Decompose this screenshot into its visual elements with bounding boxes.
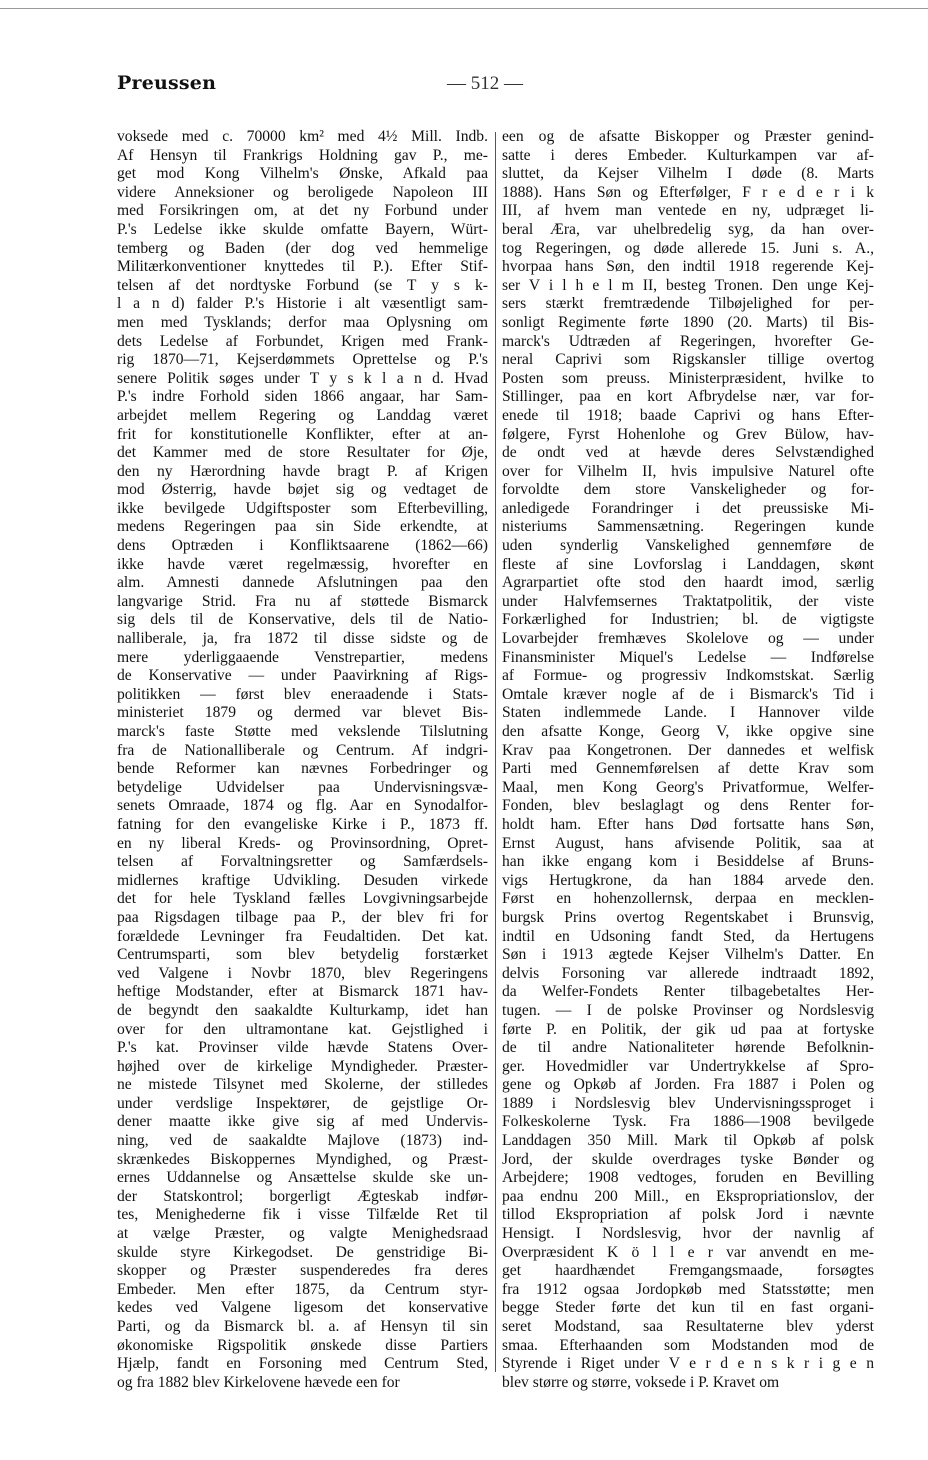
text-line: midlernes kraftige Udvikling. Desuden virkede [117,871,488,889]
text-line: den ny Hærordning havde bragt P. af Krigen [117,462,488,480]
text-line: paa Rigsdagen tilbage paa P., der blev fri for [117,908,488,926]
text-line: tillod Ekspropriation af polsk Jord i nævnte [502,1206,874,1224]
text-line: langvarige Strid. Fra nu af støttede Bismarck [117,592,488,610]
text-line: Militærkonventioner knyttedes til P.). Efter Stif- [117,258,488,276]
text-line: een og de afsatte Biskopper og Præster genind- [502,128,874,145]
text-line: 1889 i Nordslesvig blev Undervisningssproget i [502,1094,874,1112]
text-line: satte i deres Embeder. Kulturkampen var af- [502,146,874,164]
text-line: heftige Modstander, efter at Bismarck 1871 hav- [117,983,488,1001]
text-line: ved Valgene i Novbr 1870, blev Regeringens [117,964,488,982]
text-line: skrænkedes Biskoppernes Myndighed, og Præst- [117,1150,488,1168]
text-line: mod Østerrig, havde bøjet sig og vedtaget de [117,481,488,499]
text-line: Krav paa Kongetronen. Der dannedes et welfisk [502,741,874,759]
text-line: Posten som preuss. Ministerpræsident, hvilke to [502,369,874,387]
text-line: Stillinger, paa en kort Afbrydelse nær, var for- [502,388,874,406]
text-line: fleste af sine Lovforslag i Landdagen, skønt [502,555,874,573]
text-line: de Konservative — under Paavirkning af Rigs- [117,667,488,685]
text-line: Hjælp, fandt en Forsoning med Centrum Sted, [117,1355,488,1373]
text-line: arbejdet mellem Regering og Landdag været [117,406,488,424]
text-line: forvoldte dem store Vanskeligheder og for- [502,481,874,499]
text-line: Ernst August, hans afvisende Politik, saa at [502,834,874,852]
text-line: det Kammer med de store Resultater for Øje, [117,444,488,462]
text-line: ger. Hovedmidler var Undertrykkelse af Spro- [502,1057,874,1075]
text-line: indtil en Udsoning fandt Sted, da Hertugens [502,927,874,945]
text-line: nisteriums Sammensætning. Regeringen kunde [502,518,874,536]
text-line: telsen af Forvaltningsretter og Samfærdsels- [117,853,488,871]
page-number: — 512 — [447,73,523,94]
text-line: under Halvfemsernes Traktatpolitik, der viste [502,592,874,610]
text-line: Embeder. Men efter 1875, da Centrum styr- [117,1280,488,1298]
text-line: Parti med Gennemførelsen af dette Krav som [502,760,874,778]
text-line: Agrarpartiet ofte stod den haardt imod, særlig [502,574,874,592]
text-line: Fonden, blev beslaglagt og dens Renter for- [502,797,874,815]
text-line: forældede Levninger fra Feudaltiden. Det kat. [117,927,488,945]
text-line: get mod Kong Vilhelm's Ønske, Afkald paa [117,165,488,183]
text-line: frit for konstitutionelle Konflikter, efter at an- [117,425,488,443]
text-line: følgere, Fyrst Hohenlohe og Grev Bülow, hav- [502,425,874,443]
text-line: dener maatte ikke give sig af med Undervis- [117,1113,488,1131]
text-line: delvis Forsoning var allerede indtraadt 1892, [502,964,874,982]
text-line: af Formue- og progressiv Indkomstskat. Særlig [502,667,874,685]
text-line: ser V i l h e l m II, besteg Tronen. Den unge Kej- [502,276,874,294]
text-line: de begyndt den saakaldte Kulturkamp, idet han [117,1001,488,1019]
text-line: bende Reformer kan nævnes Forbedringer og [117,760,488,778]
text-line: Centrumsparti, som blev betydelig forstærket [117,946,488,964]
text-line: under verdslige Inspektører, de gejstlige Or- [117,1094,488,1112]
text-line: uden synderlig Vanskelighed gennemføre de [502,537,874,555]
text-line: senets Omraade, 1874 og flg. Aar en Synodalfor- [117,797,488,815]
page-header [0,72,928,102]
text-line: ikke bevilgede Udgiftsposter som Efterbevilling, [117,499,488,517]
text-line: enede til 1918; baade Caprivi og hans Efter- [502,406,874,424]
text-line: paa endnu 200 Mill., en Ekspropriationslov, der [502,1187,874,1205]
text-line: gene og Opkøb af Jorden. Fra 1887 i Polen og [502,1076,874,1094]
text-line: Parti, og da Bismarck bl. a. af Hensyn til sin [117,1318,488,1335]
text-line: l a n d) falder P.'s Historie i alt væsentligt sam- [117,295,488,313]
text-line: betydelige Udvidelser paa Undervisningsvæ- [117,778,488,796]
text-line: Arbejdere; 1908 vedtoges, foruden en Bevilling [502,1169,874,1187]
text-line: skulde styre Kirkegodset. De genstridige Bi- [117,1243,488,1261]
text-line: skopper og Præster suspenderedes fra deres [117,1262,488,1280]
text-line: der Statskontrol; borgerligt Ægteskab indfør- [117,1187,488,1205]
text-line: Lovarbejder fremhæves Skolelove og — under [502,630,874,648]
text-line: P.'s kat. Provinser vilde hævde Statens Over- [117,1039,488,1057]
column-divider [495,132,496,1372]
text-line: telsen af det nordtyske Forbund (se T y s k- [117,276,488,294]
text-line: senere Politik søges under T y s k l a n d. Hvad [117,369,488,387]
text-line: sonligt Regimente førte 1890 (20. Marts) til Bis- [502,313,874,331]
text-line: kedes ved Valgene ligesom det konservative [117,1299,488,1317]
text-line: over for den ultramontane kat. Gejstlighed i [117,1020,488,1038]
text-line: Søn i 1913 ægtede Kejser Vilhelm's Datter. En [502,946,874,964]
text-line: sig dels til de Konservative, dels til de Natio- [117,611,488,629]
text-line: den afsatte Konge, Georg V, ikke opgive sine [502,723,874,740]
text-line: Jord, der skulde overdrages tyske Bønder og [502,1150,874,1168]
text-line: dets Ledelse af Forbundet, Krigen med Frank- [117,332,488,350]
text-line: politikken — først blev eneraadende i Stats- [117,685,488,703]
text-line: fatning for den evangeliske Kirke i P., 1873 ff. [117,815,488,833]
text-line: Af Hensyn til Frankrigs Holdning gav P., me- [117,146,488,164]
text-line: Først en hohenzollernsk, derpaa en mecklen- [502,890,874,908]
text-line: hvorpaa hans Søn, den indtil 1918 regerende Kej- [502,258,874,276]
text-line: højhed over de kirkelige Myndigheder. Præster- [117,1057,488,1075]
text-line: Folkeskolerne Tysk. Fra 1886—1908 bevilgede [502,1113,874,1131]
text-line: P.'s Ledelse ikke skulde omfatte Bayern, Würt- [117,220,488,238]
text-line: tog Regeringen, og døde allerede 15. Juni s. A., [502,239,874,257]
text-line: nalliberale, ja, fra 1872 til disse sidste og de [117,630,488,648]
text-line: marck's Udtræden af Regeringen, hvorefter Ge- [502,332,874,350]
text-line: temberg og Baden (der dog ved hemmelige [117,239,488,257]
text-line: vigs Hertugkrone, da han 1884 arvede den. [502,871,874,889]
text-line: neral Caprivi som Rigskansler tillige overtog [502,351,874,369]
text-line: tugen. — I de polske Provinser og Nordslesvig [502,1001,874,1019]
text-line: burgsk Prins overtog Regentskabet i Brunsvig, [502,908,874,926]
top-scan-rule [0,8,928,9]
text-line: Finansminister Miquel's Ledelse — Indførelse [502,648,874,666]
text-line: Forkærlighed for Industrien; bl. de vigtigste [502,611,874,629]
text-line: Landdagen 350 Mill. Mark til Opkøb af polsk [502,1132,874,1150]
text-line: 1888). Hans Søn og Efterfølger, F r e d e r i k [502,183,874,201]
text-line: Styrende i Riget under V e r d e n s k r i g e n [502,1355,874,1373]
right-text-column [502,128,874,1392]
text-line: over for Vilhelm II, hvis impulsive Naturel ofte [502,462,874,480]
text-line: III, af hvem man ventede en ny, udpræget li- [502,202,874,220]
text-line: det for hele Tyskland fælles Lovgivningsarbejde [117,890,488,908]
text-line: beral Æra, var uhelbredelig syg, da han over- [502,220,874,238]
text-line: ministeriet 1879 og dermed var blevet Bis- [117,704,488,722]
text-line: blev større og større, voksede i P. Kravet om [502,1373,780,1391]
text-line: Omtale kræver nogle af de i Bismarck's Tid i [502,685,874,703]
text-line: og fra 1882 blev Kirkelovene hævede een for [117,1373,400,1391]
text-line: medens Regeringen paa sin Side erkendte, at [117,518,488,536]
text-line: alm. Amnesti dannede Afslutningen paa den [117,574,488,592]
text-line: de til andre Nationaliteter hørende Befolknin- [502,1039,874,1057]
text-line: smaa. Efterhaanden som Modstanden mod de [502,1336,874,1354]
text-line: videre Anneksioner og beroligede Napoleon III [117,183,488,201]
text-line: økonomiske Rigspolitik ønskede disse Partiers [117,1336,488,1354]
text-line: anledigede Forandringer i det preussiske Mi- [502,499,874,517]
text-line: men med Tysklands; derfor maa Oplysning om [117,313,488,331]
text-line: rig 1870—71, Kejserdømmets Oprettelse og P.'s [117,351,488,369]
text-line: sluttet, da Kejser Vilhelm I døde (8. Marts [502,165,874,183]
text-line: med Forsikringen om, at det ny Forbund under [117,202,488,220]
text-line: Hensigt. I Nordslesvig, hvor der navnlig af [502,1225,874,1243]
text-line: fra 1912 ogsaa Jordopkøb med Statsstøtte; men [502,1280,874,1298]
text-line: Staten indlemmede Lande. I Hannover vilde [502,704,874,722]
text-line: begge Steder førte det kun til en fast organi- [502,1299,874,1317]
text-line: seret Modstand, saa Resultaterne blev yderst [502,1318,874,1335]
left-text-column [117,128,488,1392]
text-line: P.'s indre Forhold siden 1866 angaar, har Sam- [117,388,488,406]
text-line: Maal, men Kong Georg's Privatformue, Welfer- [502,778,874,796]
text-line: ernes Uddannelse og Ansættelse skulde ske un- [117,1169,488,1187]
text-line: ikke havde været regelmæssig, hvorefter en [117,555,488,573]
text-line: sers stærkt fremtrædende Tilbøjelighed for per- [502,295,874,313]
text-line: han ikke engang kom i Besiddelse af Bruns- [502,853,874,871]
text-line: Overpræsident K ö l l e r var anvendt en me- [502,1243,874,1261]
text-line: da Welfer-Fondets Renter tilbagebetaltes Her- [502,983,874,1001]
text-line: dens Optræden i Konfliktsaarene (1862—66) [117,537,488,555]
text-line: ning, ved de saakaldte Majlove (1873) ind- [117,1132,488,1150]
text-line: ne mistede Tilsynet med Skolerne, der stilledes [117,1076,488,1094]
text-line: fra de Nationalliberale og Centrum. Af indgri- [117,741,488,759]
text-line: tes, Menighederne fik i visse Tilfælde Ret til [117,1206,488,1224]
text-line: en ny liberal Kreds- og Provinsordning, Opret- [117,834,488,852]
text-line: de ondt ved at hævde deres Selvstændighed [502,444,874,462]
text-line: marck's faste Støtte med vekslende Tilslutning [117,723,488,740]
running-head-title: Preussen [117,72,217,94]
text-line: get haardhændet Fremgangsmaade, forsøgtes [502,1262,874,1280]
text-line: førte P. en Politik, der gik ud paa at fortyske [502,1020,874,1038]
text-line: voksede med c. 70000 km² med 4½ Mill. Indb. [117,128,488,145]
text-line: holdt ham. Efter hans Død fortsatte hans Søn, [502,815,874,833]
text-line: at vælge Præster, og valgte Menighedsraad [117,1225,488,1243]
text-line: mere yderliggaaende Venstrepartier, medens [117,648,488,666]
